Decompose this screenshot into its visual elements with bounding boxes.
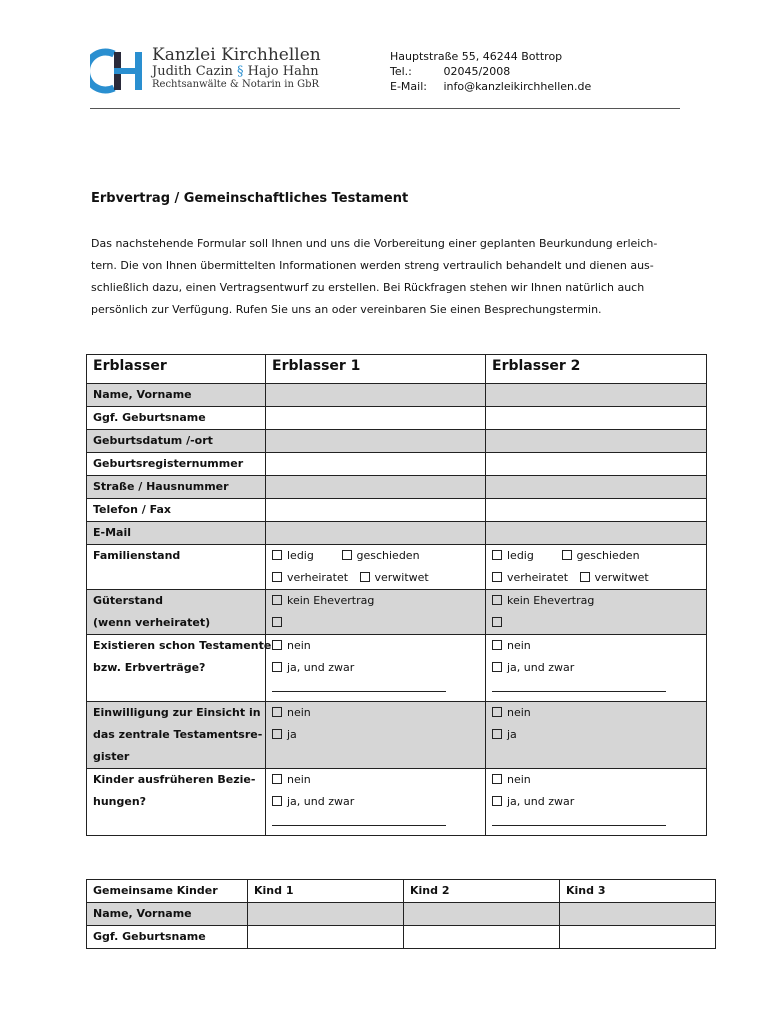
firm-logo — [90, 46, 320, 98]
option-line — [492, 567, 700, 589]
document-title: Erbvertrag / Gemeinschaftliches Testament — [91, 191, 409, 206]
header-testator-2: Erblasser 2 — [486, 355, 707, 384]
checkbox-other-2[interactable] — [492, 612, 700, 634]
option-label: geschieden — [356, 549, 420, 562]
checkbox-icon[interactable] — [272, 662, 282, 672]
wills-options-2 — [486, 635, 707, 702]
option-label: ja — [287, 728, 297, 741]
row-label: Güterstand — [93, 594, 163, 607]
checkbox-ja-1[interactable] — [272, 724, 479, 746]
table-row — [87, 903, 716, 926]
checkbox-ja-und-zwar-2[interactable] — [492, 657, 700, 679]
table-row — [87, 926, 716, 949]
name-input-2[interactable] — [486, 384, 707, 407]
phone-input-1[interactable] — [266, 499, 486, 522]
checkbox-ja-und-zwar-1[interactable] — [272, 657, 479, 679]
option-label: verwitwet — [374, 571, 429, 584]
checkbox-icon[interactable] — [272, 617, 282, 627]
table-row — [87, 499, 707, 522]
header-testator: Erblasser — [87, 355, 266, 384]
option-line — [272, 545, 479, 567]
checkbox-icon[interactable] — [492, 550, 502, 560]
birth-register-input-2[interactable] — [486, 453, 707, 476]
option-line — [492, 545, 700, 567]
option-label: ledig — [287, 549, 314, 562]
checkbox-icon[interactable] — [492, 707, 502, 717]
kirchhellen-ch-logo-icon — [90, 48, 148, 94]
row-label: Geburtsregisternummer — [87, 453, 266, 476]
wills-label-cell — [87, 635, 272, 702]
checkbox-icon[interactable] — [272, 774, 282, 784]
header-child-3: Kind 3 — [560, 880, 716, 903]
checkbox-kein-ehevertrag-1[interactable] — [272, 590, 479, 612]
child-1-name-input[interactable] — [248, 903, 404, 926]
option-label: nein — [287, 639, 311, 652]
header-divider — [90, 108, 680, 109]
option-label: ja, und zwar — [287, 661, 355, 674]
option-label: kein Ehevertrag — [507, 594, 595, 607]
child-1-birth-name-input[interactable] — [248, 926, 404, 949]
row-label: hungen? — [93, 795, 147, 808]
phone-input-2[interactable] — [486, 499, 707, 522]
property-options-1 — [266, 590, 486, 635]
email-link[interactable]: info@kanzleikirchhellen.de — [443, 80, 592, 93]
row-label: Telefon / Fax — [87, 499, 266, 522]
option-label: kein Ehevertrag — [287, 594, 375, 607]
row-label: Einwilligung zur Einsicht in — [93, 706, 261, 719]
checkbox-nein-1[interactable] — [272, 702, 479, 724]
name-input-1[interactable] — [266, 384, 486, 407]
marital-options-1 — [266, 545, 486, 590]
checkbox-icon[interactable] — [580, 572, 590, 582]
birth-register-input-1[interactable] — [266, 453, 486, 476]
table-row — [87, 384, 707, 407]
common-children-table — [86, 879, 716, 949]
children-label-cell — [87, 769, 266, 836]
row-label: bzw. Erbverträge? — [93, 661, 206, 674]
checkbox-verheiratet-1[interactable] — [272, 567, 356, 589]
table-row-register-consent — [87, 702, 707, 769]
fill-in-line[interactable] — [272, 813, 446, 826]
checkbox-icon[interactable] — [492, 662, 502, 672]
checkbox-icon[interactable] — [492, 774, 502, 784]
row-label: Name, Vorname — [87, 903, 248, 926]
checkbox-icon[interactable] — [492, 617, 502, 627]
row-label: Straße / Hausnummer — [87, 476, 266, 499]
children-options-2 — [486, 769, 707, 836]
birth-name-input-1[interactable] — [266, 407, 486, 430]
checkbox-verwitwet-1[interactable] — [360, 567, 429, 589]
table-row-property-regime — [87, 590, 707, 635]
checkbox-geschieden-1[interactable] — [342, 545, 420, 567]
option-label: verwitwet — [594, 571, 649, 584]
checkbox-nein-2[interactable] — [492, 635, 700, 657]
consent-options-1 — [266, 702, 486, 769]
fill-in-line[interactable] — [492, 679, 666, 692]
checkbox-icon[interactable] — [342, 550, 352, 560]
contact-block — [390, 49, 591, 94]
email-row — [390, 79, 591, 94]
firm-name: Kanzlei Kirchhellen — [152, 45, 321, 65]
consent-options-2 — [486, 702, 707, 769]
row-label: (wenn verheiratet) — [93, 616, 211, 629]
table-row — [87, 476, 707, 499]
fill-line-cell — [272, 813, 479, 835]
option-label: nein — [507, 706, 531, 719]
intro-line: schließlich dazu, einen Vertragsentwurf zu erstellen. Bei Rückfragen stehen wir Ihnen natürlich auch — [91, 281, 645, 294]
wills-options-1 — [266, 635, 486, 702]
birth-name-input-2[interactable] — [486, 407, 707, 430]
property-label-cell — [87, 590, 266, 635]
property-options-2 — [486, 590, 707, 635]
row-label: Ggf. Geburtsname — [87, 926, 248, 949]
option-label: ja — [507, 728, 517, 741]
row-label: E-Mail — [87, 522, 266, 545]
option-label: ja, und zwar — [507, 661, 575, 674]
option-label: nein — [287, 706, 311, 719]
intro-line: Das nachstehende Formular soll Ihnen und uns die Vorbereitung einer geplanten Beurkundung erleich- — [91, 237, 658, 250]
partner-separator: § — [237, 64, 244, 79]
option-line — [272, 567, 479, 589]
option-label: verheiratet — [287, 571, 349, 584]
birth-date-input-2[interactable] — [486, 430, 707, 453]
checkbox-nein-1[interactable] — [272, 635, 479, 657]
checkbox-icon[interactable] — [492, 595, 502, 605]
option-label: ja, und zwar — [287, 795, 355, 808]
row-label: Ggf. Geburtsname — [87, 407, 266, 430]
row-label: Name, Vorname — [87, 384, 266, 407]
table-row — [87, 522, 707, 545]
phone-number: 02045/2008 — [443, 65, 511, 78]
checkbox-nein-2[interactable] — [492, 702, 700, 724]
option-label: nein — [507, 639, 531, 652]
option-label: geschieden — [576, 549, 640, 562]
checkbox-icon[interactable] — [492, 572, 502, 582]
fill-in-line[interactable] — [272, 679, 446, 692]
checkbox-verwitwet-2[interactable] — [580, 567, 649, 589]
checkbox-geschieden-2[interactable] — [562, 545, 640, 567]
table-header-row — [87, 880, 716, 903]
checkbox-ja-und-zwar-2[interactable] — [492, 791, 700, 813]
intro-line: tern. Die von Ihnen übermittelten Informationen werden streng vertraulich behandelt und dienen aus- — [91, 259, 654, 272]
checkbox-icon[interactable] — [272, 595, 282, 605]
checkbox-kein-ehevertrag-2[interactable] — [492, 590, 700, 612]
header-testator-1: Erblasser 1 — [266, 355, 486, 384]
checkbox-icon[interactable] — [272, 796, 282, 806]
checkbox-nein-2[interactable] — [492, 769, 700, 791]
row-label: Familienstand — [93, 549, 181, 562]
checkbox-ledig-1[interactable] — [272, 545, 338, 567]
checkbox-icon[interactable] — [272, 707, 282, 717]
table-row-children-previous — [87, 769, 707, 836]
header-common-children: Gemeinsame Kinder — [87, 880, 248, 903]
checkbox-other-1[interactable] — [272, 612, 479, 634]
row-label: Geburtsdatum /-ort — [87, 430, 266, 453]
email-label: E-Mail: — [390, 80, 427, 93]
phone-row — [390, 64, 591, 79]
header-child-1: Kind 1 — [248, 880, 404, 903]
partner-2: Hajo Hahn — [247, 64, 319, 79]
row-label: Kinder ausfrüheren Bezie- — [93, 773, 256, 786]
partner-1: Judith Cazin — [152, 64, 233, 79]
street-input-1[interactable] — [266, 476, 486, 499]
table-row-existing-wills — [87, 635, 707, 702]
email-input-2[interactable] — [486, 522, 707, 545]
intro-paragraph — [91, 237, 691, 325]
row-label: Existieren schon Testamente — [93, 639, 272, 652]
intro-line: persönlich zur Verfügung. Rufen Sie uns an oder vereinbaren Sie einen Besprechungstermin. — [91, 303, 602, 316]
checkbox-icon[interactable] — [360, 572, 370, 582]
checkbox-icon[interactable] — [272, 550, 282, 560]
address: Hauptstraße 55, 46244 Bottrop — [390, 50, 563, 63]
birth-date-input-1[interactable] — [266, 430, 486, 453]
option-label: verheiratet — [507, 571, 569, 584]
testator-table — [86, 354, 707, 836]
checkbox-icon[interactable] — [492, 796, 502, 806]
checkbox-icon[interactable] — [562, 550, 572, 560]
child-3-birth-name-input[interactable] — [560, 926, 716, 949]
option-label: ledig — [507, 549, 534, 562]
row-label: das zentrale Testamentsre- — [93, 728, 263, 741]
marital-label-cell — [87, 545, 266, 590]
checkbox-ledig-2[interactable] — [492, 545, 558, 567]
table-row — [87, 407, 707, 430]
children-options-1 — [266, 769, 486, 836]
street-input-2[interactable] — [486, 476, 707, 499]
email-input-1[interactable] — [266, 522, 486, 545]
fill-in-line[interactable] — [492, 813, 666, 826]
checkbox-nein-1[interactable] — [272, 769, 479, 791]
firm-subtitle: Rechtsanwälte & Notarin in GbR — [152, 79, 320, 90]
checkbox-icon[interactable] — [492, 640, 502, 650]
table-header-row — [87, 355, 707, 384]
consent-label-cell — [87, 702, 266, 769]
checkbox-icon[interactable] — [272, 640, 282, 650]
table-row — [87, 453, 707, 476]
phone-label: Tel.: — [390, 65, 412, 78]
fill-line-cell — [492, 813, 700, 835]
option-label: nein — [287, 773, 311, 786]
checkbox-ja-und-zwar-1[interactable] — [272, 791, 479, 813]
child-2-name-input[interactable] — [404, 903, 560, 926]
table-row — [87, 430, 707, 453]
checkbox-verheiratet-2[interactable] — [492, 567, 576, 589]
fill-line-cell — [492, 679, 700, 701]
table-row-marital-status — [87, 545, 707, 590]
firm-partners — [152, 64, 321, 79]
option-label: nein — [507, 773, 531, 786]
checkbox-ja-2[interactable] — [492, 724, 700, 746]
option-label: ja, und zwar — [507, 795, 575, 808]
child-2-birth-name-input[interactable] — [404, 926, 560, 949]
header-child-2: Kind 2 — [404, 880, 560, 903]
row-label: gister — [93, 750, 130, 763]
checkbox-icon[interactable] — [272, 572, 282, 582]
child-3-name-input[interactable] — [560, 903, 716, 926]
fill-line-cell — [272, 679, 479, 701]
marital-options-2 — [486, 545, 707, 590]
checkbox-icon[interactable] — [272, 729, 282, 739]
checkbox-icon[interactable] — [492, 729, 502, 739]
